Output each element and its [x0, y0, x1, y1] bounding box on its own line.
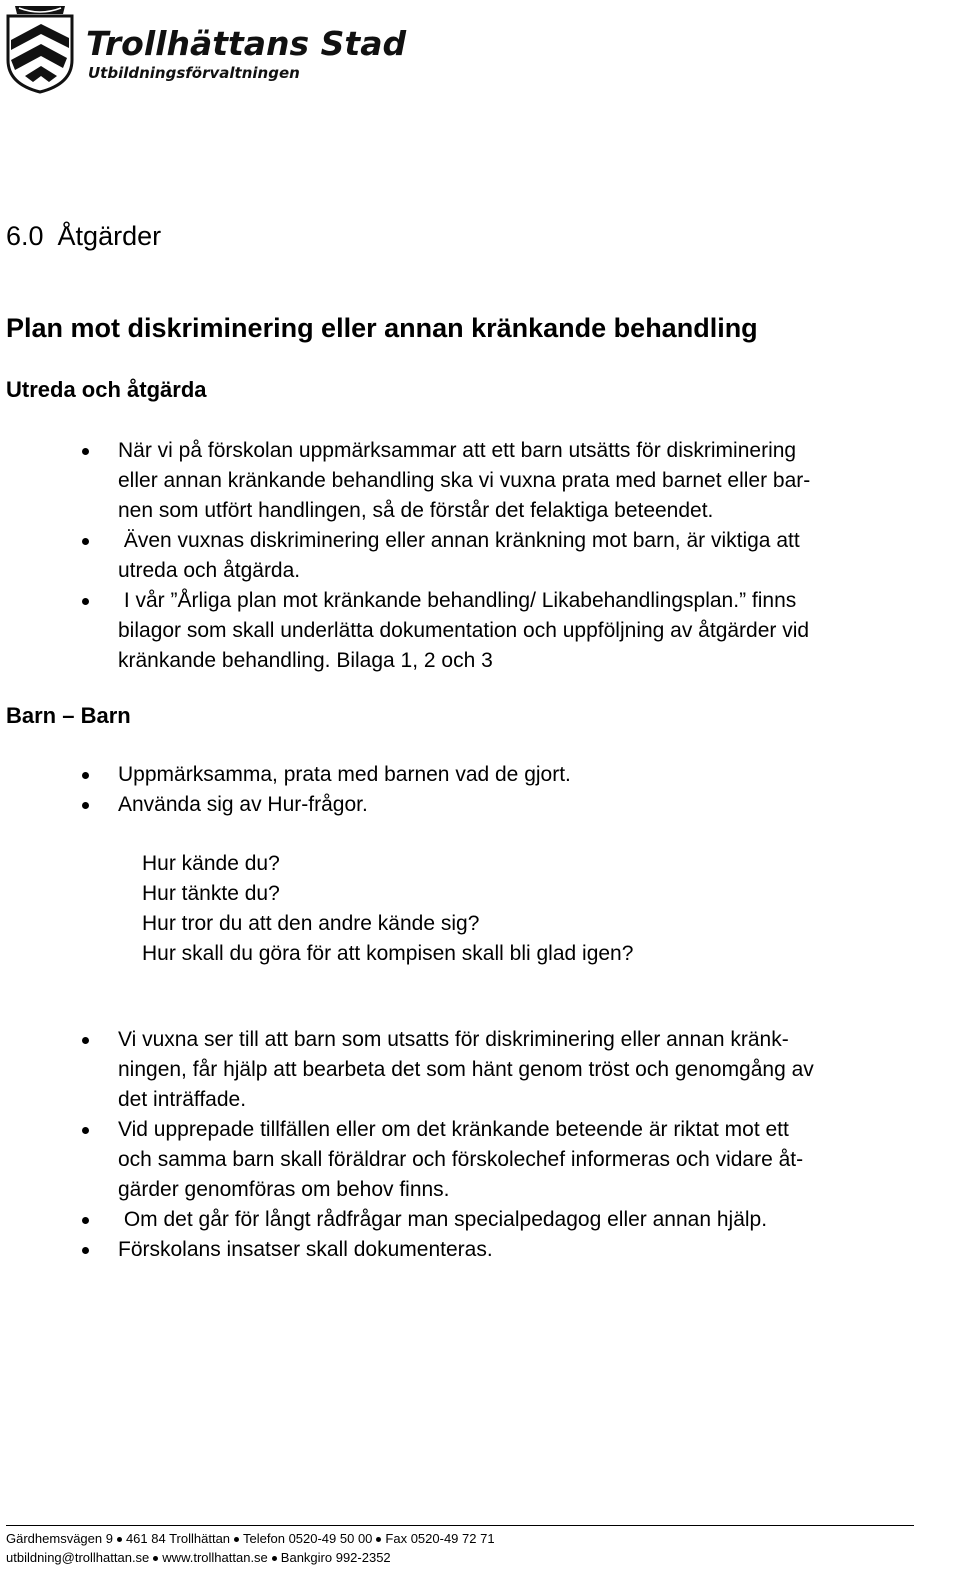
line: ningen, får hjälp att bearbeta det som hänt genom tröst och genomgång av	[118, 1058, 814, 1081]
bullet-icon	[117, 1537, 122, 1542]
brand-name: Trollhättans Stad	[86, 24, 407, 63]
line: Uppmärksamma, prata med barnen vad de gjort.	[118, 763, 571, 786]
bullet-icon	[82, 598, 89, 605]
barn-list	[0, 760, 958, 820]
line: I vår ”Årliga plan mot kränkande behandling/ Likabehandlingsplan.” finns	[118, 589, 797, 612]
footer-website: www.trollhattan.se	[162, 1550, 268, 1565]
question: Hur skall du göra för att kompisen skall bli glad igen?	[142, 942, 634, 965]
line: det inträffade.	[118, 1088, 247, 1111]
bullet-icon	[82, 538, 89, 545]
list-item	[0, 1025, 958, 1115]
line: Vid upprepade tillfällen eller om det kränkande beteende är riktat mot ett	[118, 1118, 789, 1141]
list-item	[0, 586, 958, 676]
footer-phone: Telefon 0520-49 50 00	[243, 1531, 373, 1546]
line: När vi på förskolan uppmärksammar att ett barn utsätts för diskriminering	[118, 439, 797, 462]
line: Vi vuxna ser till att barn som utsatts för diskriminering eller annan kränk-	[118, 1028, 789, 1051]
subsection-title: Utreda och åtgärda	[6, 377, 207, 402]
line: utreda och åtgärda.	[118, 559, 301, 582]
hur-questions	[142, 849, 633, 969]
list-item	[0, 436, 958, 526]
line: Förskolans insatser skall dokumenteras.	[118, 1238, 493, 1261]
section-number-title: Åtgärder	[57, 221, 162, 251]
footer	[6, 1529, 495, 1567]
footer-fax: Fax 0520-49 72 71	[385, 1531, 495, 1546]
adult-actions-list	[0, 1025, 958, 1265]
footer-postal: 461 84 Trollhättan	[125, 1531, 231, 1546]
footer-divider	[6, 1525, 914, 1526]
bullet-icon	[82, 802, 89, 809]
bullet-icon	[376, 1537, 381, 1542]
question: Hur kände du?	[142, 852, 280, 875]
list-item	[0, 760, 958, 790]
footer-line-1	[6, 1529, 495, 1548]
list-item	[0, 1235, 958, 1265]
list-item	[0, 526, 958, 586]
line: bilagor som skall underlätta dokumentation och uppföljning av åtgärder vid	[118, 619, 810, 642]
bullet-icon	[82, 1127, 89, 1134]
line: kränkande behandling. Bilaga 1, 2 och 3	[118, 649, 493, 672]
footer-line-2	[6, 1548, 495, 1567]
bullet-icon	[82, 1037, 89, 1044]
line: gärder genomföras om behov finns.	[118, 1178, 450, 1201]
bullet-icon	[272, 1556, 277, 1561]
bullet-icon	[153, 1556, 158, 1561]
line: Om det går för långt rådfrågar man specialpedagog eller annan hjälp.	[118, 1208, 768, 1231]
question: Hur tänkte du?	[142, 882, 280, 905]
barn-barn-heading: Barn – Barn	[6, 703, 131, 728]
bullet-icon	[82, 772, 89, 779]
section-number: 6.0	[6, 221, 44, 251]
list-item	[0, 1115, 958, 1205]
line: eller annan kränkande behandling ska vi vuxna prata med barnet eller bar-	[118, 469, 811, 492]
line: Använda sig av Hur-frågor.	[118, 793, 368, 816]
document-title: Plan mot diskriminering eller annan kränkande behandling	[6, 313, 758, 343]
line: och samma barn skall föräldrar och förskolechef informeras och vidare åt-	[118, 1148, 804, 1171]
bullet-icon	[82, 1217, 89, 1224]
list-item	[0, 790, 958, 820]
footer-bankgiro: Bankgiro 992-2352	[280, 1550, 391, 1565]
footer-address: Gärdhemsvägen 9	[6, 1531, 113, 1546]
bullet-icon	[82, 1247, 89, 1254]
brand-subtitle: Utbildningsförvaltningen	[88, 64, 300, 82]
line: nen som utfört handlingen, så de förstår det felaktiga beteendet.	[118, 499, 714, 522]
line: Även vuxnas diskriminering eller annan kränkning mot barn, är viktiga att	[118, 529, 800, 552]
bullet-icon	[82, 448, 89, 455]
section-heading	[6, 221, 161, 252]
investigate-list	[0, 436, 958, 676]
bullet-icon	[234, 1537, 239, 1542]
trollhattan-coat-of-arms-logo	[5, 2, 75, 94]
list-item	[0, 1205, 958, 1235]
footer-email: utbildning@trollhattan.se	[6, 1550, 150, 1565]
question: Hur tror du att den andre kände sig?	[142, 912, 480, 935]
